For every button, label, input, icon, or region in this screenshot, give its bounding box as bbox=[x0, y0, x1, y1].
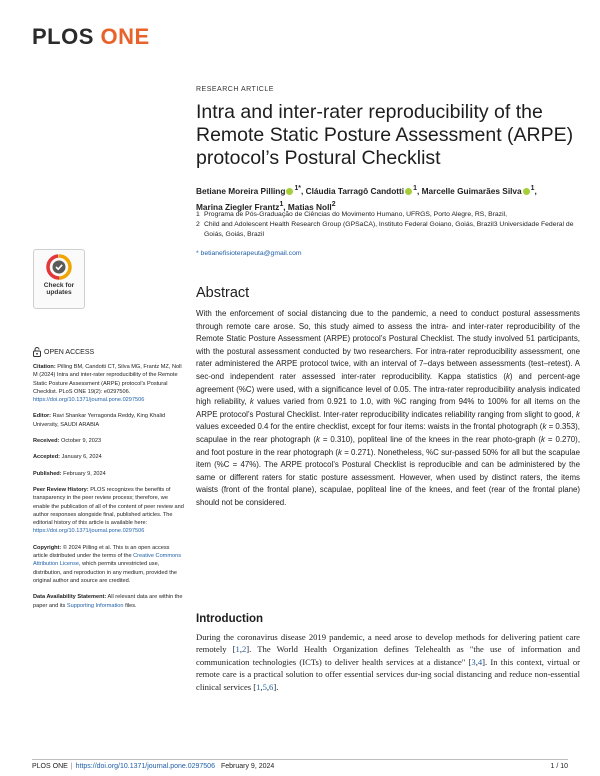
data-availability: Data Availability Statement: All relevant data are within the paper and its Supporting Information files. bbox=[33, 594, 183, 609]
check-for-updates-badge[interactable]: Check for updates bbox=[33, 249, 85, 309]
footer-divider bbox=[32, 759, 568, 760]
received-date: Received: October 9, 2023 bbox=[33, 438, 102, 445]
open-access-label: OPEN ACCESS bbox=[33, 347, 94, 357]
author-1[interactable]: Betiane Moreira Pilling $^{1*}$, bbox=[196, 185, 306, 196]
orcid-icon[interactable] bbox=[286, 188, 293, 195]
ref-link[interactable]: 5 bbox=[262, 681, 267, 692]
introduction-heading: Introduction bbox=[196, 613, 264, 625]
author-4[interactable]: Marina Ziegler Frantz$^1$, bbox=[196, 200, 288, 212]
page-number: 1 / 10 bbox=[550, 763, 568, 770]
abstract-heading: Abstract bbox=[196, 285, 250, 301]
author-2[interactable]: Cláudia Tarragô Candotti $^1$, bbox=[305, 185, 422, 196]
article-title: Intra and inter-rater reproducibility of the Remote Static Posture Assessment (ARPE) protocol’s Postural Checklist bbox=[196, 101, 574, 169]
editor: Editor: Ravi Shankar Yerragonda Reddy, King Khalid University, SAUDI ARABIA bbox=[33, 413, 166, 428]
accepted-date: Accepted: January 6, 2024 bbox=[33, 454, 102, 461]
affiliations bbox=[196, 210, 581, 240]
author-3[interactable]: Marcelle Guimarães Silva $^1$, bbox=[421, 185, 537, 196]
ref-link[interactable]: 6 bbox=[269, 681, 274, 692]
citation-doi-link[interactable]: https://doi.org/10.1371/journal.pone.0297506 bbox=[33, 397, 145, 404]
ref-link[interactable]: 4 bbox=[477, 656, 483, 667]
orcid-icon[interactable] bbox=[405, 188, 412, 195]
footer-doi-link[interactable]: https://doi.org/10.1371/journal.pone.0297506 bbox=[75, 763, 215, 770]
orcid-icon[interactable] bbox=[523, 188, 530, 195]
peer-review-history: Peer Review History: PLOS recognizes the benefits of transparency in the peer review process; therefore, we enable the publication of all of the content of peer review and author responses alongside final, published articles. The editorial history of this article is available here: https://doi.org/10.1371/journal.pone.0297506 bbox=[33, 486, 184, 535]
cc-license-link[interactable]: Creative Commons Attribution License bbox=[33, 553, 182, 568]
check-updates-icon bbox=[46, 254, 72, 280]
journal-logo: PLOS ONE bbox=[32, 24, 150, 49]
abstract-body: With the enforcement of social distancing due to the pandemic, a need to conduct postural assessments through remote care arose. So, this study aimed to assess the intra- and inter-rater reproducibility of the Remote Static Posture Assessment (ARPE) protocol’s Postural Checklist. The study involved 51 participants, with the postural assessment conducted by two researchers. For intra-rater reproducibility assessment, one rater administered the ARPE protocol twice, with an interval of 7–days between assessments (test–retest). A sec-ond independent rater assessed inter-rater reproducibility. Kappa statistics (k) and percent-age agreement (%C) were used, with a significance level of 0.05. The intra-rater reproducibility analysis indicated high reliability, k values varied from 0.921 to 1.0, with %C ranging from 94% to 100% for all items on the ARPE protocol’s Postural Checklist. Inter-rater reproducibility indicates reliability ranging from slight to good, k values exceeded 0.4 for the entire checklist, except for four items: waists in the frontal photograph (k = 0.353), scapulae in the rear photograph (k = 0.310), popliteal line of the knees in the rear photo-graph (k = 0.270), and foot posture in the rear photograph (k = 0.271). Nonetheless, %C sur-passed 50% for all but the scapulae item (%C = 47%). The ARPE protocol’s Postural Checklist is reproducible and can be administered by the same or different raters for static posture assessment. However, when used by distinct raters, the items waists (front of the frontal plane), scapulae, popliteal line of the knees, and feet (rear of the frontal plane) should not be considered. bbox=[196, 309, 581, 507]
footer-date: February 9, 2024 bbox=[220, 763, 275, 770]
corresponding-email[interactable]: * betianefisioterapeuta@gmail.com bbox=[196, 250, 302, 257]
page-footer: PLOS ONE | https://doi.org/10.1371/journal.pone.0297506 February 9, 2024 1 / 10 bbox=[32, 763, 568, 770]
citation: Citation: Pilling BM, Candotti CT, Silva MG, Frantz MZ, Noll M (2024) Intra and inter-rater reproducibility of the Remote Static Posture Assessment (ARPE) protocol’s Postural Checklist. PLoS ONE 19(2): e0297506. https://doi.org/10.1371/journal.pone.0297506 bbox=[33, 364, 182, 404]
supporting-info-link[interactable]: Supporting Information bbox=[66, 602, 124, 609]
affiliation-1: 1 Programa de Pós-Graduação de Ciências do Movimento Humano, UFRGS, Porto Alegre, RS, Brazil, bbox=[196, 211, 507, 218]
footer-journal: PLOS ONE bbox=[32, 763, 68, 770]
affiliation-2: 2 Child and Adolescent Health Research Group (GPSaCA), Instituto Federal Goiano, Goiás, Brazil3 Universidade Federal de Goiás, Goiás, Brazil bbox=[196, 221, 574, 238]
published-date: Published: February 9, 2024 bbox=[33, 470, 106, 477]
author-5[interactable]: Matias Noll$^2$ bbox=[287, 200, 336, 212]
introduction-body: During the coronavirus disease 2019 pandemic, a need arose to develop methods for delivering patient care remotely [1,2]. The World Health Organization defines Telehealth as "the use of information and communication technologies (ICTs) to deliver health services at a distance" [3,4]. In this context, virtual or remote care is a practical solution to offer essential services dur-ing social distancing and reduce non-essential clinical services [1,5,6]. bbox=[196, 632, 580, 692]
ref-link[interactable]: 3 bbox=[471, 656, 476, 667]
author-list bbox=[196, 182, 581, 214]
copyright: Copyright: © 2024 Pilling et al. This is an open access article distributed under the terms of the Creative Commons Attribution License, which permits unrestricted use, distribution, and reproduction in any medium, provided the original author and source are credited. bbox=[33, 544, 182, 584]
article-info-sidebar bbox=[33, 363, 185, 618]
ref-link[interactable]: 2 bbox=[242, 644, 247, 655]
peer-review-link[interactable]: https://doi.org/10.1371/journal.pone.0297506 bbox=[33, 528, 145, 535]
ref-link[interactable]: 1 bbox=[256, 681, 261, 692]
ref-link[interactable]: 1 bbox=[235, 644, 240, 655]
open-lock-icon bbox=[33, 347, 41, 357]
article-type: RESEARCH ARTICLE bbox=[196, 86, 274, 93]
